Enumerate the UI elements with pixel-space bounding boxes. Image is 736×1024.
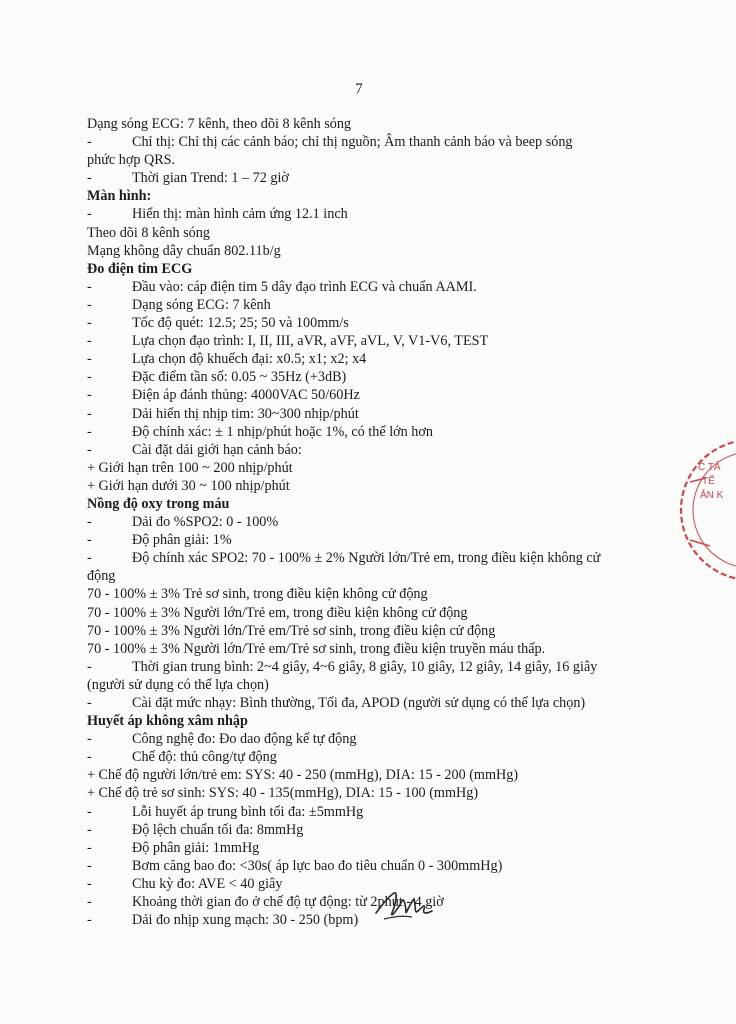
bullet-item (87, 839, 662, 857)
section-heading: Nồng độ oxy trong máu (87, 495, 230, 512)
bullet-text: Dải đo %SPO2: 0 - 100% (132, 514, 279, 531)
bullet-item (87, 513, 662, 531)
text-line: + Chế độ người lớn/trẻ em: SYS: 40 - 250 (mmHg), DIA: 15 - 200 (mmHg) (87, 767, 519, 784)
section-heading: Đo điện tim ECG (87, 260, 193, 277)
bullet-text: Thời gian Trend: 1 – 72 giờ (132, 170, 289, 187)
bullet-text: Dạng sóng ECG: 7 kênh (132, 296, 271, 313)
bullet-item (87, 441, 662, 459)
bullet-item (87, 821, 662, 839)
continuation-line: (người sử dụng có thể lựa chọn) (87, 676, 269, 693)
dash-marker: - (87, 170, 92, 187)
text-line: 70 - 100% ± 3% Người lớn/Trẻ em, trong điều kiện không cử động (87, 604, 468, 621)
dash-marker: - (87, 839, 92, 856)
dash-marker: - (87, 514, 92, 531)
bullet-text: Độ phân giải: 1mmHg (132, 839, 260, 856)
dash-marker: - (87, 134, 92, 151)
bullet-item (87, 205, 662, 223)
bullet-item (87, 296, 662, 314)
bullet-text: Lựa chọn đạo trình: I, II, III, aVR, aVF, aVL, V, V1-V6, TEST (132, 333, 489, 350)
dash-marker: - (87, 875, 92, 892)
bullet-item (87, 549, 662, 567)
dash-marker: - (87, 532, 92, 549)
dash-marker: - (87, 731, 92, 748)
dash-marker: - (87, 857, 92, 874)
stamp-text-2: TẾ (702, 476, 715, 487)
bullet-text: Dải đo nhịp xung mạch: 30 - 250 (bpm) (132, 912, 359, 929)
dash-marker: - (87, 550, 92, 567)
dash-marker: - (87, 278, 92, 295)
bullet-item (87, 803, 662, 821)
bullet-item (87, 350, 662, 368)
bullet-item (87, 531, 662, 549)
continuation-line: động (87, 568, 116, 585)
dash-marker: - (87, 912, 92, 929)
bullet-text: Điện áp đánh thủng: 4000VAC 50/60Hz (132, 387, 360, 404)
text-line: Mạng không dây chuẩn 802.11b/g (87, 242, 281, 259)
text-line: Theo dõi 8 kênh sóng (87, 224, 210, 241)
bullet-text: Chu kỳ đo: AVE < 40 giây (132, 875, 283, 892)
section-heading: Màn hình: (87, 188, 152, 205)
bullet-text: Chỉ thị: Chỉ thị các cảnh báo; chỉ thị nguồn; Âm thanh cảnh báo và beep sóng (132, 134, 573, 151)
dash-marker: - (87, 803, 92, 820)
bullet-text: Thời gian trung bình: 2~4 giây, 4~6 giây, 8 giây, 10 giây, 12 giây, 14 giây, 16 giây (132, 658, 598, 675)
section-heading: Huyết áp không xâm nhập (87, 713, 248, 730)
bullet-item (87, 658, 662, 676)
dash-marker: - (87, 423, 92, 440)
stamp-text-1: C TẢ (698, 462, 721, 473)
stamp-text-3: ẢN K (700, 490, 724, 501)
text-line: + Giới hạn dưới 30 ~ 100 nhịp/phút (87, 477, 290, 494)
bullet-item (87, 386, 662, 404)
bullet-text: Cài đặt dải giới hạn cảnh báo: (132, 441, 302, 458)
text-line: 70 - 100% ± 3% Người lớn/Trẻ em/Trẻ sơ sinh, trong điều kiện cử động (87, 622, 496, 639)
bullet-text: Đầu vào: cáp điện tim 5 dây đạo trình ECG và chuẩn AAMI. (132, 278, 477, 295)
document-body (87, 115, 662, 929)
dash-marker: - (87, 441, 92, 458)
dash-marker: - (87, 658, 92, 675)
bullet-item (87, 423, 662, 441)
bullet-text: Hiển thị: màn hình cảm ứng 12.1 inch (132, 206, 348, 223)
bullet-text: Tốc độ quét: 12.5; 25; 50 và 100mm/s (132, 315, 349, 332)
text-line: 70 - 100% ± 3% Người lớn/Trẻ em/Trẻ sơ sinh, trong điều kiện truyền máu thấp. (87, 640, 546, 657)
bullet-text: Khoảng thời gian đo ở chế độ tự động: từ 2phút - 4 giờ (132, 894, 444, 911)
text-line: + Giới hạn trên 100 ~ 200 nhịp/phút (87, 459, 293, 476)
bullet-item (87, 694, 662, 712)
bullet-text: Bơm căng bao đo: <30s( áp lực bao đo tiêu chuẩn 0 - 300mmHg) (132, 857, 503, 874)
bullet-text: Lựa chọn độ khuếch đại: x0.5; x1; x2; x4 (132, 351, 367, 368)
bullet-text: Độ phân giải: 1% (132, 532, 232, 549)
page-number: 7 (355, 81, 363, 97)
dash-marker: - (87, 333, 92, 350)
dash-marker: - (87, 387, 92, 404)
bullet-item (87, 314, 662, 332)
bullet-item (87, 405, 662, 423)
text-line: Dạng sóng ECG: 7 kênh, theo dõi 8 kênh sóng (87, 116, 352, 132)
bullet-text: Độ chính xác: ± 1 nhịp/phút hoặc 1%, có thể lớn hơn (132, 423, 433, 440)
bullet-text: Cài đặt mức nhạy: Bình thường, Tối đa, APOD (người sử dụng có thể lựa chọn) (132, 695, 586, 711)
bullet-item (87, 133, 662, 151)
dash-marker: - (87, 695, 92, 711)
bullet-item (87, 748, 662, 766)
bullet-item (87, 857, 662, 875)
dash-marker: - (87, 749, 92, 766)
dash-marker: - (87, 405, 92, 422)
bullet-text: Độ lệch chuẩn tối đa: 8mmHg (132, 821, 304, 838)
bullet-text: Chế độ: thủ công/tự động (132, 749, 277, 766)
bullet-item (87, 368, 662, 386)
dash-marker: - (87, 821, 92, 838)
continuation-line: phức hợp QRS. (87, 152, 176, 169)
dash-marker: - (87, 894, 92, 911)
bullet-text: Độ chính xác SPO2: 70 - 100% ± 2% Người lớn/Trẻ em, trong điều kiện không cử (132, 550, 601, 567)
bullet-text: Đặc điểm tần số: 0.05 ~ 35Hz (+3dB) (132, 369, 347, 386)
dash-marker: - (87, 369, 92, 386)
bullet-text: Dải hiển thị nhịp tim: 30~300 nhịp/phút (132, 405, 359, 422)
bullet-text: Công nghệ đo: Đo dao động kế tự động (132, 731, 357, 748)
red-stamp-seal (676, 420, 736, 600)
dash-marker: - (87, 296, 92, 313)
bullet-item (87, 278, 662, 296)
bullet-text: Lỗi huyết áp trung bình tối đa: ±5mmHg (132, 803, 364, 820)
text-line: 70 - 100% ± 3% Trẻ sơ sinh, trong điều kiện không cử động (87, 586, 428, 603)
text-line: + Chế độ trẻ sơ sinh: SYS: 40 - 135(mmHg), DIA: 15 - 100 (mmHg) (87, 785, 479, 802)
bullet-item (87, 730, 662, 748)
bullet-item (87, 332, 662, 350)
dash-marker: - (87, 351, 92, 368)
signature (372, 883, 434, 927)
dash-marker: - (87, 206, 92, 223)
bullet-item (87, 169, 662, 187)
dash-marker: - (87, 315, 92, 332)
